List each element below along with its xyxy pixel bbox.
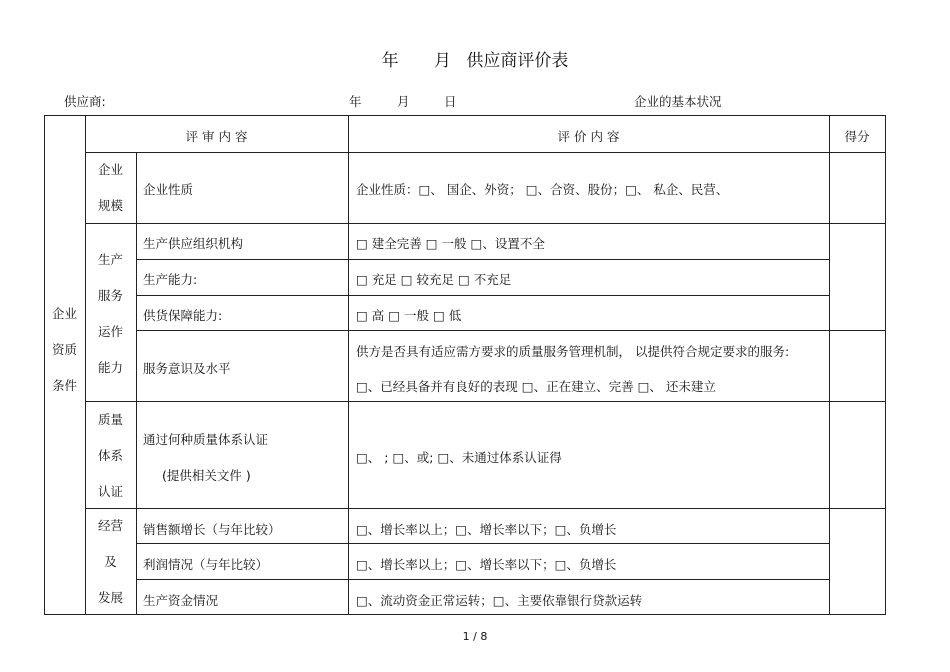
- col-divider: [136, 152, 137, 615]
- eval-certification: □、 ; □、或; □、未通过体系认证得: [356, 450, 562, 465]
- title-name: 供应商评价表: [466, 51, 569, 71]
- section-label-line: 运作: [97, 324, 123, 339]
- section-label-line: 发展: [97, 590, 123, 605]
- eval-supply: □ 高 □ 一般 □ 低: [356, 308, 462, 323]
- title-year: 年: [381, 51, 399, 71]
- eval-capacity: □ 充足 □ 较充足 □ 不充足: [356, 272, 512, 287]
- date-day: 日: [444, 94, 457, 109]
- item-sales: 销售额增长（与年比较）: [143, 522, 281, 537]
- section-quality-certification: [85, 402, 136, 510]
- page-number: 1 / 8: [462, 630, 488, 643]
- item-funds: 生产资金情况: [143, 593, 219, 608]
- item-capacity: 生产能力:: [143, 272, 198, 287]
- group-label-line: 条件: [51, 378, 77, 393]
- row-divider: [136, 543, 830, 544]
- item-certification: 通过何种质量体系认证: [143, 432, 269, 447]
- date-year: 年: [349, 94, 362, 109]
- header-review-content: 评 审 内 容: [185, 129, 248, 144]
- item-service: 服务意识及水平: [143, 361, 231, 376]
- date-month: 月: [397, 94, 410, 109]
- section-enterprise-scale: [85, 152, 136, 224]
- section-label-line: 企业: [97, 162, 123, 177]
- item-supply: 供货保障能力:: [143, 308, 223, 323]
- group-qualification-label: [44, 296, 85, 404]
- eval-service-question: 供方是否具有适应需方要求的质量服务管理机制， 以提供符合规定要求的服务:: [356, 344, 790, 359]
- row-divider: [85, 223, 885, 224]
- eval-funds: □、流动资金正常运转；□、主要依靠银行贷款运转: [356, 593, 643, 608]
- section-production-capability: [85, 242, 136, 386]
- row-divider: [136, 295, 830, 296]
- row-divider: [85, 401, 885, 402]
- row-divider: [136, 330, 885, 331]
- item-enterprise-nature: 企业性质: [143, 182, 194, 197]
- eval-enterprise-nature: 企业性质：□、 国企、外资； □、合资、股份；□、 私企、民营、: [356, 182, 729, 197]
- header-score: 得分: [844, 129, 870, 144]
- col-divider: [348, 115, 349, 615]
- eval-service-options: □、已经具备并有良好的表现 □、正在建立、完善 □、 还未建立: [356, 379, 716, 394]
- section-label-line: 生产: [97, 252, 123, 267]
- section-label-line: 经营: [97, 518, 123, 533]
- section-label-line: 及: [104, 554, 117, 569]
- section-operation-development: [85, 508, 136, 616]
- table-border-top: [44, 115, 886, 116]
- section-label-line: 规模: [97, 198, 123, 213]
- item-certification-note: (提供相关文件 ): [162, 468, 251, 483]
- row-divider: [85, 152, 885, 153]
- table-border-right: [885, 115, 886, 615]
- section-label-line: 服务: [97, 288, 123, 303]
- eval-org-structure: □ 建全完善 □ 一般 □、设置不全: [356, 236, 545, 251]
- table-border-bottom: [44, 614, 886, 615]
- group-label-line: 资质: [51, 342, 77, 357]
- item-profit: 利润情况（与年比较）: [143, 557, 269, 572]
- item-org-structure: 生产供应组织机构: [143, 236, 244, 251]
- row-divider: [136, 579, 830, 580]
- eval-profit: □、增长率以上；□、增长率以下；□、负增长: [356, 557, 617, 572]
- supplier-label: 供应商:: [64, 94, 106, 109]
- section-label-line: 能力: [97, 360, 123, 375]
- header-evaluation-content: 评 价 内 容: [557, 129, 620, 144]
- page-title: [0, 46, 950, 71]
- row-divider: [85, 508, 885, 509]
- section-label-line: 体系: [97, 448, 123, 463]
- section-label-line: 认证: [97, 484, 123, 499]
- row-divider: [136, 259, 830, 260]
- group-label-line: 企业: [51, 306, 77, 321]
- col-divider: [829, 115, 830, 615]
- basic-status-label: 企业的基本状况: [634, 94, 722, 109]
- title-month: 月: [434, 51, 451, 71]
- eval-sales: □、增长率以上；□、增长率以下；□、负增长: [356, 522, 617, 537]
- section-label-line: 质量: [97, 412, 123, 427]
